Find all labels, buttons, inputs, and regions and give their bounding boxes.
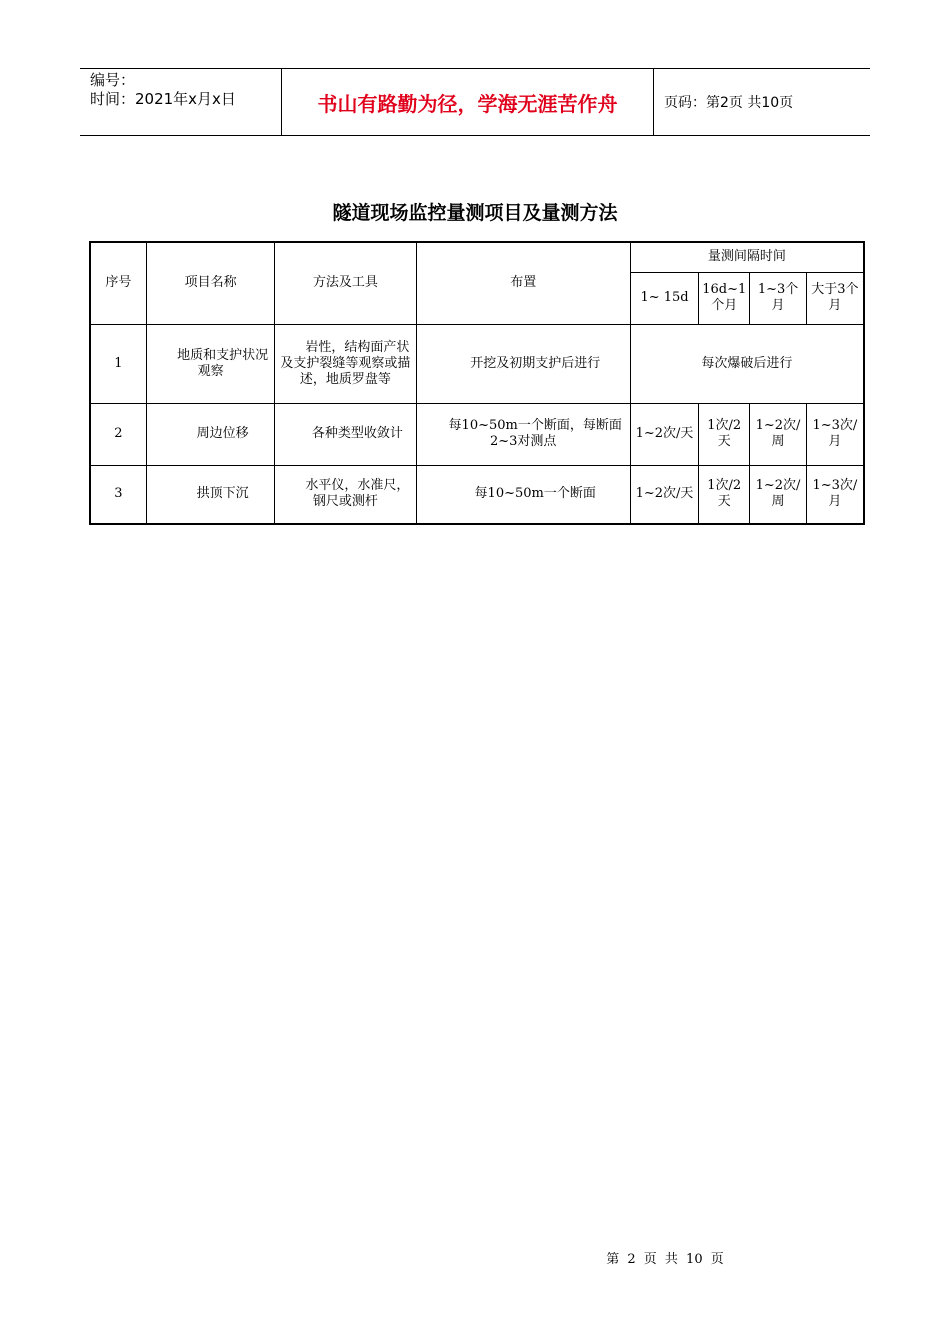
- header-interval-4: 大于3个月: [806, 272, 864, 324]
- document-number: 编号：: [90, 71, 136, 89]
- row-interval-4: 1~3次/月: [806, 403, 864, 465]
- header-interval-3: 1~3个月: [750, 272, 807, 324]
- row-interval-1: 1~2次/天: [630, 403, 698, 465]
- page-header: [80, 68, 870, 136]
- header-method: 方法及工具: [275, 242, 416, 324]
- row-name: 拱顶下沉: [146, 465, 274, 524]
- row-interval-1: 1~2次/天: [630, 465, 698, 524]
- table-row: [90, 465, 864, 524]
- header-motto: 书山有路勤为径，学海无涯苦作舟: [282, 69, 654, 135]
- header-name: 项目名称: [146, 242, 274, 324]
- row-seq: 3: [90, 465, 146, 524]
- header-seq: 序号: [90, 242, 146, 324]
- document-date: 时间：2021年x月x日: [90, 90, 236, 108]
- header-layout: 布置: [416, 242, 630, 324]
- row-layout: 开挖及初期支护后进行: [416, 324, 630, 403]
- row-seq: 1: [90, 324, 146, 403]
- row-interval-all: 每次爆破后进行: [630, 324, 864, 403]
- header-page-info: 页码：第2页 共10页: [664, 95, 794, 111]
- row-method: 岩性，结构面产状及支护裂缝等观察或描述，地质罗盘等: [275, 324, 416, 403]
- row-interval-3: 1~2次/周: [750, 403, 807, 465]
- header-interval-1: 1~ 15d: [630, 272, 698, 324]
- row-interval-3: 1~2次/周: [750, 465, 807, 524]
- table-header-row: [90, 242, 864, 272]
- row-layout: 每10~50m一个断面: [416, 465, 630, 524]
- header-interval-2: 16d~1个月: [699, 272, 750, 324]
- header-interval: 量测间隔时间: [630, 242, 864, 272]
- row-method: 各种类型收敛计: [275, 403, 416, 465]
- row-layout: 每10~50m一个断面，每断面2~3对测点: [416, 403, 630, 465]
- row-interval-4: 1~3次/月: [806, 465, 864, 524]
- document-title: 隧道现场监控量测项目及量测方法: [332, 202, 618, 224]
- table-row: [90, 403, 864, 465]
- header-meta: [80, 69, 282, 135]
- page-footer: 第 2 页 共 10 页: [606, 1252, 724, 1267]
- row-interval-2: 1次/2天: [699, 465, 750, 524]
- row-method: 水平仪，水准尺，钢尺或测杆: [275, 465, 416, 524]
- monitoring-table: [89, 241, 865, 525]
- row-name: 地质和支护状况观察: [146, 324, 274, 403]
- row-seq: 2: [90, 403, 146, 465]
- row-interval-2: 1次/2天: [699, 403, 750, 465]
- row-name: 周边位移: [146, 403, 274, 465]
- table-row: [90, 324, 864, 403]
